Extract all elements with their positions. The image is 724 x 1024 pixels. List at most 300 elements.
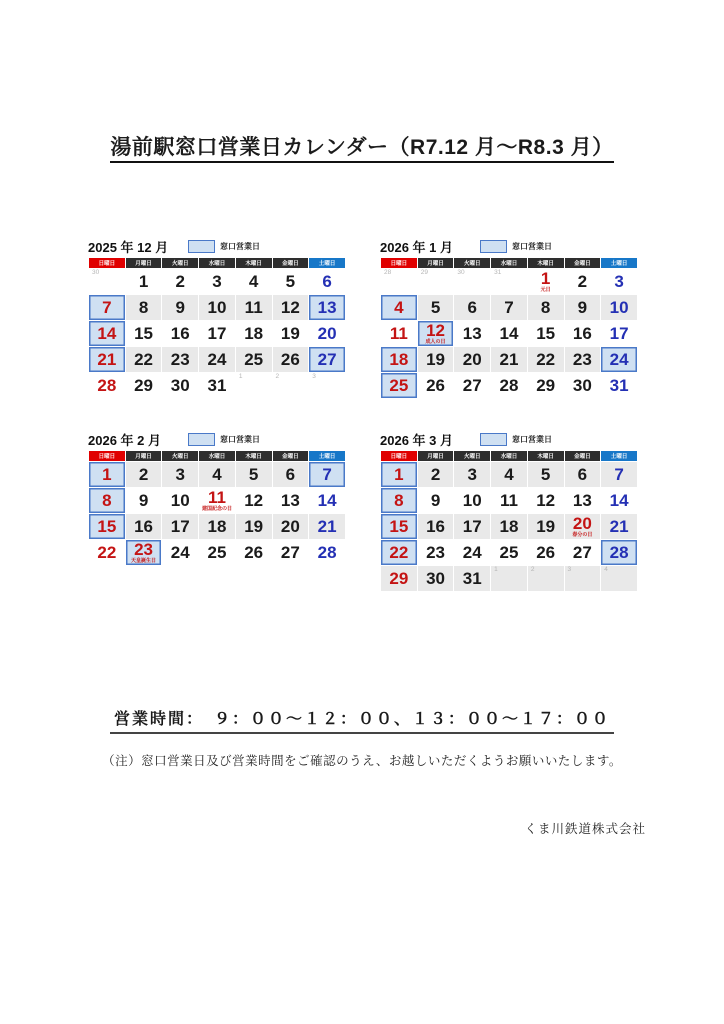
day-number: 17: [609, 323, 629, 343]
day-number: 2: [577, 271, 588, 291]
weekday-header: 木曜日: [528, 258, 564, 268]
legend-label: 窓口営業日: [220, 435, 260, 444]
day-number: 27: [280, 542, 300, 562]
day-cell-23: [565, 347, 601, 372]
calendar-grid: [380, 257, 638, 399]
day-number: 2: [138, 464, 149, 484]
day-number: 14: [97, 323, 117, 343]
day-number: 21: [317, 516, 337, 536]
day-number: 8: [540, 297, 551, 317]
day-number: 20: [280, 516, 300, 536]
day-number: 3: [175, 464, 185, 484]
day-number: 5: [248, 464, 259, 484]
day-cell-15: [126, 321, 162, 346]
day-number: 8: [102, 490, 112, 510]
weekday-header: 土曜日: [309, 451, 345, 461]
day-number: 10: [462, 490, 482, 510]
calendar-2026-03: [380, 431, 638, 592]
day-cell-22: [89, 540, 125, 565]
weekday-header: 土曜日: [601, 451, 637, 461]
day-number: 4: [394, 297, 404, 317]
day-cell-6: [309, 269, 345, 294]
day-cell-19: [236, 514, 272, 539]
day-cell-20: [454, 347, 490, 372]
day-number: 11: [244, 297, 263, 317]
day-cell-17: [601, 321, 637, 346]
day-number: 29: [536, 375, 556, 395]
day-number: 4: [248, 271, 259, 291]
day-cell-11: [236, 295, 272, 320]
week-row: [89, 373, 345, 398]
day-number: 25: [389, 375, 409, 395]
adjacent-month-day: 3: [567, 566, 572, 573]
day-number: 18: [389, 349, 409, 369]
week-row: [381, 269, 637, 294]
empty-day-cell: [309, 373, 345, 398]
day-number: 14: [609, 490, 629, 510]
day-number: 29: [389, 568, 409, 588]
day-number: 1: [138, 271, 149, 291]
legend-open-day-swatch: [480, 240, 507, 253]
day-cell-25: [199, 540, 235, 565]
day-number: 28: [97, 375, 117, 395]
day-number: 22: [97, 542, 117, 562]
day-cell-27: [273, 540, 309, 565]
calendar-title: 2026 年 3 月: [380, 433, 453, 448]
week-row: [381, 373, 637, 398]
day-cell-16: [162, 321, 198, 346]
day-cell-31: [454, 566, 490, 591]
day-number: 30: [572, 375, 592, 395]
day-number: 15: [536, 323, 556, 343]
day-cell-10: [199, 295, 235, 320]
empty-day-cell: [418, 269, 454, 294]
day-cell-15: [528, 321, 564, 346]
day-cell-8: [126, 295, 162, 320]
day-number: 7: [614, 464, 624, 484]
day-cell-31: [199, 373, 235, 398]
weekday-header: 日曜日: [89, 258, 125, 268]
day-cell-22: [528, 347, 564, 372]
day-cell-26: [273, 347, 309, 372]
day-number: 12: [536, 490, 556, 510]
page-title-text: 湯前駅窓口営業日カレンダー（R7.12 月～R8.3 月）: [110, 136, 613, 163]
day-number: 8: [394, 490, 404, 510]
calendar-header: [380, 238, 638, 255]
day-number: 12: [280, 297, 300, 317]
calendar-2026-02: [88, 431, 346, 566]
day-cell-4: [491, 462, 527, 487]
day-number: 16: [572, 323, 592, 343]
day-cell-11: [199, 488, 235, 513]
week-row: [381, 540, 637, 565]
day-number: 3: [467, 464, 477, 484]
weekday-header: 火曜日: [454, 258, 490, 268]
business-hours-text: 営業時間： ９：００～１２：００、１３：００～１７：００: [110, 711, 614, 734]
weekday-header: 金曜日: [273, 258, 309, 268]
day-cell-13: [273, 488, 309, 513]
weekday-header: 火曜日: [162, 258, 198, 268]
day-cell-3: [601, 269, 637, 294]
legend-label: 窓口営業日: [512, 242, 552, 251]
legend: [188, 240, 260, 253]
day-cell-1: [528, 269, 564, 294]
day-number: 5: [285, 271, 296, 291]
day-cell-13: [565, 488, 601, 513]
day-cell-18: [236, 321, 272, 346]
empty-day-cell: [528, 566, 564, 591]
day-cell-26: [236, 540, 272, 565]
calendar-header: [380, 431, 638, 448]
day-number: 16: [134, 516, 154, 536]
footnote: （注）窓口営業日及び営業時間をご確認のうえ、お越しいただくようお願いいたします。: [102, 754, 622, 768]
day-cell-3: [454, 462, 490, 487]
day-cell-16: [418, 514, 454, 539]
day-cell-25: [236, 347, 272, 372]
day-number: 13: [462, 323, 482, 343]
day-cell-27: [565, 540, 601, 565]
day-cell-5: [273, 269, 309, 294]
weekday-header: 木曜日: [236, 451, 272, 461]
legend-label: 窓口営業日: [220, 242, 260, 251]
day-cell-11: [381, 321, 417, 346]
adjacent-month-day: 30: [457, 269, 465, 276]
day-number: 1: [540, 268, 551, 288]
day-cell-1: [381, 462, 417, 487]
day-number: 12: [244, 490, 264, 510]
day-number: 4: [212, 464, 222, 484]
day-number: 28: [317, 542, 337, 562]
day-number: 15: [134, 323, 154, 343]
day-number: 1: [394, 464, 404, 484]
day-number: 6: [322, 271, 332, 291]
calendar-header: [88, 431, 346, 448]
empty-day-cell: [381, 269, 417, 294]
day-number: 3: [212, 271, 222, 291]
day-number: 31: [462, 568, 482, 588]
day-cell-16: [126, 514, 162, 539]
day-number: 19: [280, 323, 300, 343]
day-cell-5: [528, 462, 564, 487]
calendar-title: 2026 年 2 月: [88, 433, 161, 448]
day-cell-20: [565, 514, 601, 539]
legend-open-day-swatch: [188, 433, 215, 446]
day-cell-10: [162, 488, 198, 513]
day-cell-11: [491, 488, 527, 513]
holiday-label: 春分の日: [572, 532, 593, 539]
day-number: 19: [244, 516, 264, 536]
weekday-header: 月曜日: [418, 451, 454, 461]
calendar-header: [88, 238, 346, 255]
day-cell-19: [418, 347, 454, 372]
weekday-header: 火曜日: [162, 451, 198, 461]
day-cell-25: [491, 540, 527, 565]
week-row: [89, 540, 345, 565]
day-cell-5: [418, 295, 454, 320]
day-number: 22: [536, 349, 556, 369]
day-cell-30: [418, 566, 454, 591]
adjacent-month-day: 28: [384, 269, 392, 276]
week-row: [381, 488, 637, 513]
day-number: 2: [430, 464, 441, 484]
day-number: 27: [462, 375, 482, 395]
day-number: 23: [170, 349, 190, 369]
week-row: [89, 488, 345, 513]
day-cell-15: [89, 514, 125, 539]
empty-day-cell: [565, 566, 601, 591]
day-cell-26: [528, 540, 564, 565]
day-number: 24: [170, 542, 190, 562]
day-number: 7: [322, 464, 332, 484]
day-number: 6: [467, 297, 477, 317]
day-number: 5: [540, 464, 551, 484]
day-number: 14: [499, 323, 519, 343]
day-cell-7: [601, 462, 637, 487]
weekday-header-row: [381, 258, 637, 268]
day-cell-28: [309, 540, 345, 565]
day-cell-5: [236, 462, 272, 487]
day-cell-1: [126, 269, 162, 294]
weekday-header: 金曜日: [273, 451, 309, 461]
weekday-header: 金曜日: [565, 451, 601, 461]
day-cell-17: [199, 321, 235, 346]
adjacent-month-day: 31: [494, 269, 502, 276]
week-row: [381, 566, 637, 591]
legend: [480, 240, 552, 253]
day-number: 13: [317, 297, 337, 317]
week-row: [89, 321, 345, 346]
legend-label: 窓口営業日: [512, 435, 552, 444]
day-cell-12: [236, 488, 272, 513]
day-cell-22: [126, 347, 162, 372]
calendar-2026-01: [380, 238, 638, 399]
day-number: 4: [504, 464, 514, 484]
day-number: 5: [430, 297, 441, 317]
day-number: 13: [280, 490, 300, 510]
day-cell-9: [565, 295, 601, 320]
day-cell-29: [528, 373, 564, 398]
day-number: 11: [207, 487, 226, 507]
day-cell-4: [236, 269, 272, 294]
day-cell-15: [381, 514, 417, 539]
day-cell-2: [126, 462, 162, 487]
day-cell-28: [89, 373, 125, 398]
day-cell-24: [199, 347, 235, 372]
week-row: [381, 462, 637, 487]
day-number: 27: [572, 542, 592, 562]
day-cell-8: [381, 488, 417, 513]
day-number: 23: [572, 349, 592, 369]
calendar-grid: [88, 450, 346, 566]
day-cell-1: [89, 462, 125, 487]
day-cell-24: [601, 347, 637, 372]
weekday-header: 水曜日: [199, 258, 235, 268]
week-row: [89, 514, 345, 539]
day-number: 25: [207, 542, 227, 562]
adjacent-month-day: 1: [494, 566, 498, 573]
day-cell-21: [309, 514, 345, 539]
company-name: くま川鉄道株式会社: [524, 822, 646, 836]
holiday-label: 天皇誕生日: [131, 558, 157, 565]
day-number: 26: [280, 349, 300, 369]
day-cell-12: [273, 295, 309, 320]
day-cell-29: [381, 566, 417, 591]
day-number: 15: [97, 516, 117, 536]
day-cell-4: [199, 462, 235, 487]
day-number: 31: [207, 375, 227, 395]
day-cell-2: [418, 462, 454, 487]
day-number: 14: [317, 490, 337, 510]
day-cell-19: [273, 321, 309, 346]
legend: [188, 433, 260, 446]
day-number: 12: [426, 320, 446, 340]
empty-day-cell: [491, 566, 527, 591]
day-cell-9: [126, 488, 162, 513]
day-cell-14: [601, 488, 637, 513]
day-cell-23: [418, 540, 454, 565]
day-number: 6: [577, 464, 588, 484]
day-number: 30: [170, 375, 190, 395]
day-number: 29: [134, 375, 154, 395]
day-number: 22: [134, 349, 154, 369]
calendar-title: 2026 年 1 月: [380, 240, 453, 255]
calendar-grid: [88, 257, 346, 399]
day-number: 28: [609, 542, 629, 562]
day-cell-7: [309, 462, 345, 487]
holiday-label: 建国記念の日: [201, 506, 232, 513]
day-number: 25: [244, 349, 264, 369]
day-number: 20: [572, 513, 592, 533]
weekday-header: 土曜日: [309, 258, 345, 268]
weekday-header: 水曜日: [491, 258, 527, 268]
day-cell-24: [162, 540, 198, 565]
day-cell-12: [528, 488, 564, 513]
adjacent-month-day: 29: [420, 269, 428, 276]
day-cell-27: [454, 373, 490, 398]
business-hours-line: [0, 706, 724, 729]
day-cell-14: [89, 321, 125, 346]
adjacent-month-day: 1: [238, 373, 243, 380]
day-cell-6: [273, 462, 309, 487]
day-number: 15: [389, 516, 409, 536]
day-number: 6: [285, 464, 296, 484]
day-cell-14: [491, 321, 527, 346]
day-cell-7: [491, 295, 527, 320]
day-cell-27: [309, 347, 345, 372]
day-cell-10: [454, 488, 490, 513]
day-cell-26: [418, 373, 454, 398]
day-number: 28: [499, 375, 519, 395]
empty-day-cell: [601, 566, 637, 591]
day-number: 9: [175, 297, 185, 317]
weekday-header-row: [89, 451, 345, 461]
day-cell-4: [381, 295, 417, 320]
adjacent-month-day: 30: [92, 269, 100, 276]
day-cell-3: [162, 462, 198, 487]
weekday-header: 月曜日: [126, 451, 162, 461]
day-cell-16: [565, 321, 601, 346]
day-number: 10: [207, 297, 227, 317]
week-row: [381, 295, 637, 320]
holiday-label: 成人の日: [425, 339, 446, 346]
day-number: 9: [430, 490, 441, 510]
day-cell-17: [162, 514, 198, 539]
day-cell-22: [381, 540, 417, 565]
day-cell-12: [418, 321, 454, 346]
day-cell-20: [309, 321, 345, 346]
calendar-title: 2025 年 12 月: [88, 240, 169, 255]
day-number: 3: [614, 271, 624, 291]
adjacent-month-day: 2: [275, 373, 280, 380]
day-number: 30: [426, 568, 446, 588]
day-cell-30: [162, 373, 198, 398]
day-cell-31: [601, 373, 637, 398]
day-cell-23: [162, 347, 198, 372]
day-cell-21: [89, 347, 125, 372]
calendar-grid: [380, 450, 638, 592]
empty-day-cell: [454, 269, 490, 294]
day-cell-17: [454, 514, 490, 539]
day-cell-18: [199, 514, 235, 539]
day-cell-18: [381, 347, 417, 372]
day-cell-30: [565, 373, 601, 398]
weekday-header: 月曜日: [418, 258, 454, 268]
weekday-header: 日曜日: [89, 451, 125, 461]
day-cell-6: [565, 462, 601, 487]
weekday-header: 水曜日: [199, 451, 235, 461]
day-number: 10: [170, 490, 190, 510]
weekday-header: 日曜日: [381, 451, 417, 461]
day-number: 23: [134, 539, 154, 559]
day-number: 7: [102, 297, 112, 317]
week-row: [381, 347, 637, 372]
day-cell-19: [528, 514, 564, 539]
day-number: 11: [389, 323, 408, 343]
day-number: 9: [577, 297, 588, 317]
day-cell-3: [199, 269, 235, 294]
day-number: 20: [462, 349, 482, 369]
day-cell-29: [126, 373, 162, 398]
adjacent-month-day: 4: [604, 566, 608, 573]
day-cell-2: [162, 269, 198, 294]
weekday-header: 木曜日: [236, 258, 272, 268]
day-number: 16: [426, 516, 446, 536]
day-cell-8: [89, 488, 125, 513]
weekday-header: 水曜日: [491, 451, 527, 461]
day-number: 8: [138, 297, 149, 317]
day-cell-14: [309, 488, 345, 513]
weekday-header-row: [89, 258, 345, 268]
weekday-header: 日曜日: [381, 258, 417, 268]
empty-day-cell: [89, 269, 125, 294]
day-cell-28: [491, 373, 527, 398]
weekday-header: 火曜日: [454, 451, 490, 461]
day-number: 7: [504, 297, 514, 317]
day-number: 23: [426, 542, 446, 562]
day-number: 24: [462, 542, 482, 562]
holiday-label: 元日: [540, 287, 551, 294]
day-cell-21: [601, 514, 637, 539]
day-cell-13: [454, 321, 490, 346]
day-cell-6: [454, 295, 490, 320]
day-number: 10: [609, 297, 629, 317]
day-number: 26: [244, 542, 264, 562]
day-number: 18: [207, 516, 227, 536]
empty-day-cell: [491, 269, 527, 294]
day-number: 19: [426, 349, 446, 369]
day-cell-18: [491, 514, 527, 539]
weekday-header: 土曜日: [601, 258, 637, 268]
